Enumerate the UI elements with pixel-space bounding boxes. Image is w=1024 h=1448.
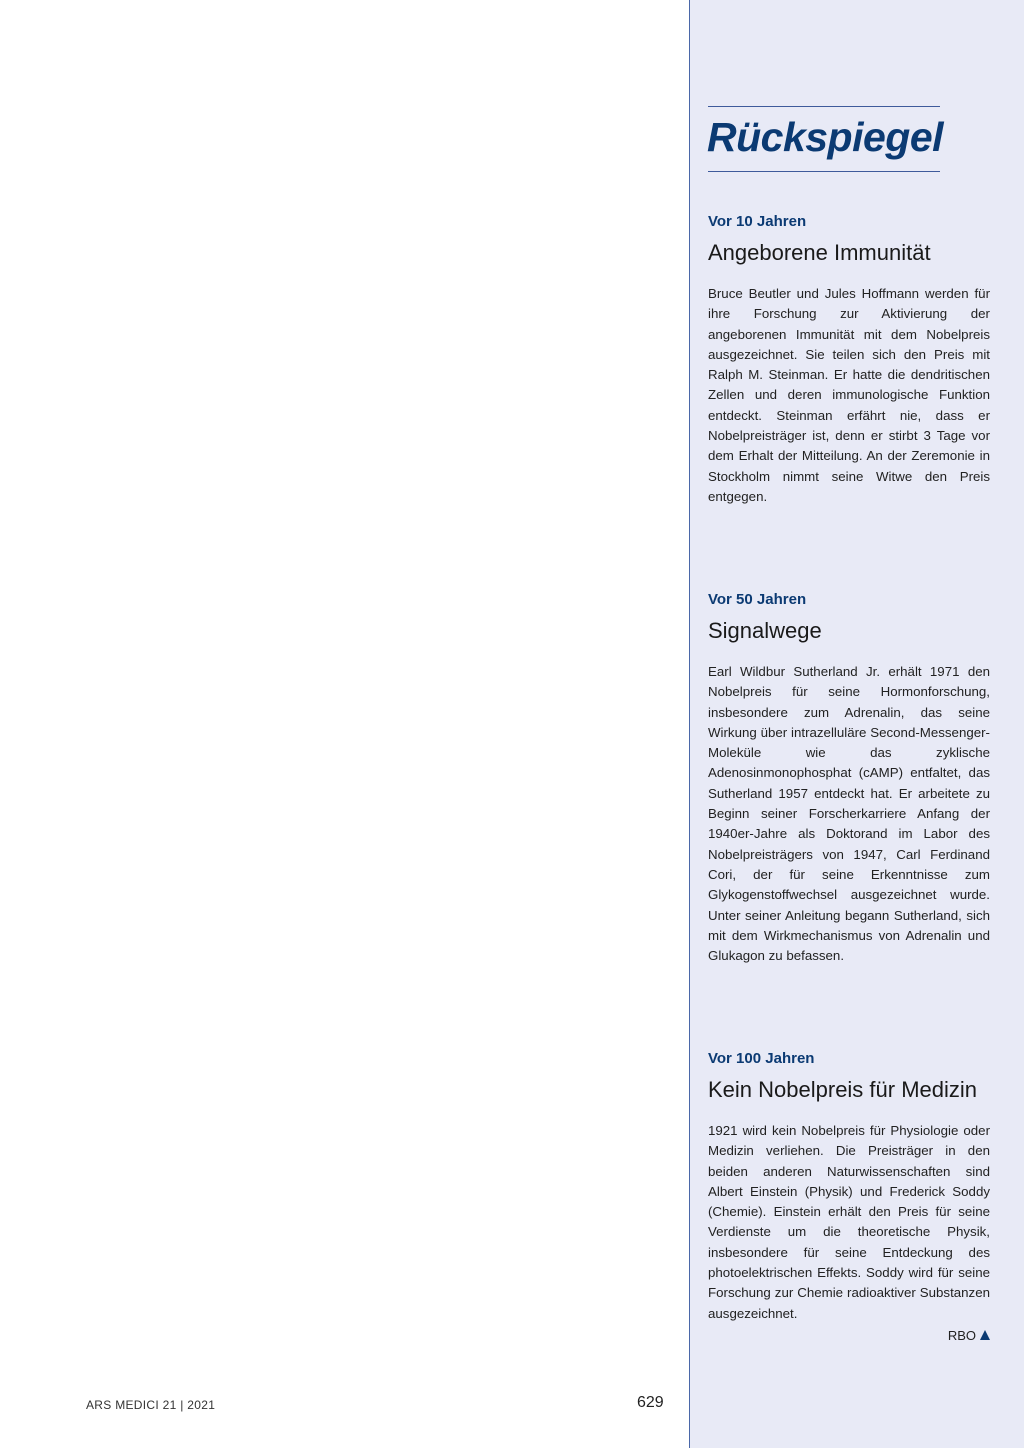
- section-kicker: Vor 10 Jahren: [708, 213, 807, 230]
- section-body: Bruce Beutler und Jules Hoffmann werden für ihre Forschung zur Aktivierung der angeborenen Immunität mit dem Nobelpreis ausgezeichnet. Sie teilen sich den Preis mit Ralph M. Steinman. Er hatte die dendritischen Zellen und deren immunologische Funktion entdeckt. Steinman erfährt nie, dass er Nobelpreisträger ist, denn er stirbt 3 Tage vor dem Erhalt der Mitteilung. An der Zeremonie in Stockholm nimmt seine Witwe den Preis entgegen.: [708, 286, 990, 504]
- sidebar-title: Rückspiegel: [707, 114, 944, 160]
- section-kicker: Vor 100 Jahren: [708, 1050, 815, 1067]
- footer-journal-issue: ARS MEDICI 21 | 2021: [86, 1398, 216, 1412]
- author-signature: [708, 1328, 990, 1343]
- signature-text: RBO: [947, 1327, 976, 1343]
- section-headline: Kein Nobelpreis für Medizin: [708, 1077, 978, 1102]
- masthead-top-rule: [708, 106, 940, 107]
- masthead-bottom-rule: [708, 171, 940, 172]
- section-100-years: [708, 1049, 990, 1343]
- section-body: 1921 wird kein Nobelpreis für Physiologie oder Medizin verliehen. Die Preisträger in den beiden anderen Naturwissenschaften sind Albert Einstein (Physik) und Frederick Soddy (Chemie). Einstein erhält den Preis für seine Verdienste um die theoretische Physik, insbesondere für seine Entdeckung des photoelektrischen Effekts. Soddy wird für seine Forschung zur Chemie radioaktiver Substanzen ausgezeichnet.: [708, 1123, 990, 1321]
- rueckspiegel-sidebar: [689, 0, 1024, 1448]
- section-headline: Angeborene Immunität: [708, 240, 931, 265]
- section-body: Earl Wildbur Sutherland Jr. erhält 1971 den Nobelpreis für seine Hormonforschung, insbesondere zum Adrenalin, das seine Wirkung über intrazelluläre Second-Messenger-Moleküle wie das zyklische Adenosinmonophosphat (cAMP) entfaltet, das Sutherland 1957 entdeckt hat. Er arbeitete zu Beginn seiner Forscherkarriere Anfang der 1940er-Jahre als Doktorand im Labor des Nobelpreisträgers von 1947, Carl Ferdinand Cori, der für seine Erkenntnisse zum Glykogenstoffwechsel ausgezeichnet wurde. Unter seiner Anleitung begann Sutherland, sich mit dem Wirkmechanismus von Adrenalin und Glukagon zu befassen.: [708, 664, 990, 964]
- section-50-years: [708, 590, 990, 966]
- section-kicker: Vor 50 Jahren: [708, 591, 807, 608]
- footer-page-number: 629: [637, 1394, 664, 1411]
- section-headline: Signalwege: [708, 618, 822, 643]
- section-10-years: [708, 212, 990, 507]
- triangle-up-icon: [980, 1330, 990, 1340]
